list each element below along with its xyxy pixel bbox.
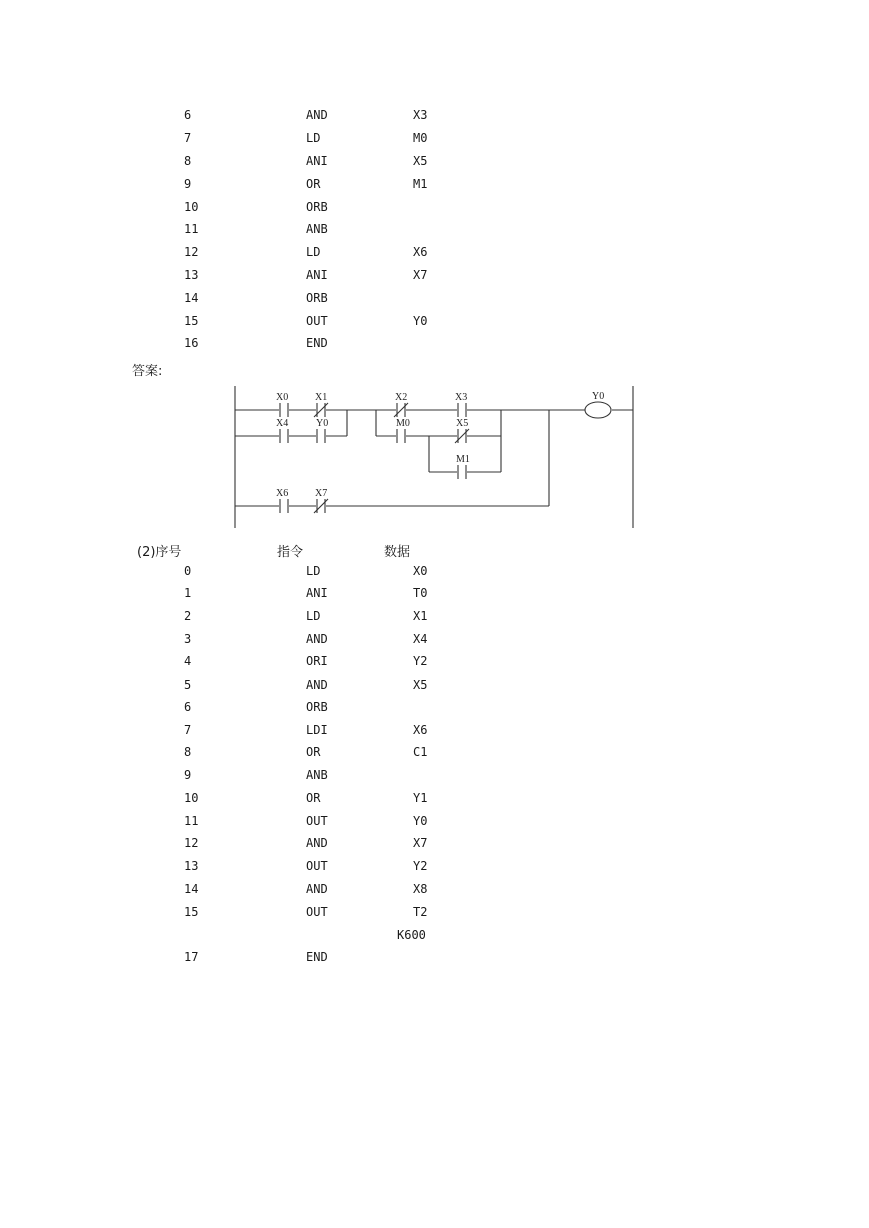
program1-row	[0, 177, 869, 197]
y0-contact-label: Y0	[316, 418, 329, 429]
data-cell: X6	[413, 245, 428, 259]
seq-cell: 6	[184, 700, 192, 714]
seq-cell: 9	[184, 768, 192, 782]
contact-x6	[276, 488, 288, 513]
seq-cell: 10	[184, 200, 199, 214]
seq-cell: 13	[184, 859, 199, 873]
x7-label: X7	[315, 488, 328, 499]
instruction-cell: ORB	[306, 291, 328, 305]
section2-seq-header: (2)序号	[137, 545, 182, 560]
contact-m1	[456, 454, 470, 479]
program2-row	[0, 609, 869, 629]
seq-cell: 17	[184, 950, 199, 964]
seq-cell: 11	[184, 222, 199, 236]
seq-cell: 12	[184, 836, 199, 850]
m1-label: M1	[456, 454, 470, 465]
instruction-cell: OUT	[306, 314, 328, 328]
seq-cell: 13	[184, 268, 199, 282]
program2-row	[0, 836, 869, 856]
ladder-diagram	[0, 380, 869, 540]
section2-ins-header: 指令	[277, 545, 304, 560]
seq-cell: 14	[184, 882, 199, 896]
program1-row	[0, 131, 869, 151]
program2-row	[0, 791, 869, 811]
x2-label: X2	[395, 392, 408, 403]
seq-cell: 7	[184, 131, 192, 145]
seq-cell: 2	[184, 609, 192, 623]
data-cell: Y2	[413, 654, 428, 668]
instruction-cell: LD	[306, 564, 321, 578]
program1-row	[0, 268, 869, 288]
program2-row	[0, 928, 869, 948]
data-cell: Y1	[413, 791, 428, 805]
instruction-cell: ANI	[306, 268, 328, 282]
coil-y0	[585, 391, 611, 418]
instruction-cell: LD	[306, 245, 321, 259]
data-cell: X7	[413, 268, 428, 282]
program2-row	[0, 768, 869, 788]
data-cell: M1	[413, 177, 428, 191]
seq-cell: 7	[184, 723, 192, 737]
instruction-cell: AND	[306, 678, 328, 692]
seq-cell: 9	[184, 177, 192, 191]
seq-cell: 8	[184, 745, 192, 759]
instruction-cell: ANI	[306, 154, 328, 168]
data-cell: K600	[397, 928, 426, 942]
data-cell: X3	[413, 108, 428, 122]
program1-row	[0, 222, 869, 242]
program2-row	[0, 814, 869, 834]
x4-label: X4	[276, 418, 289, 429]
program1-row	[0, 108, 869, 128]
instruction-cell: ANI	[306, 586, 328, 600]
program2-row	[0, 859, 869, 879]
program1-row	[0, 245, 869, 265]
instruction-cell: OR	[306, 177, 321, 191]
seq-cell: 1	[184, 586, 192, 600]
instruction-cell: AND	[306, 632, 328, 646]
data-cell: X7	[413, 836, 428, 850]
data-cell: X5	[413, 678, 428, 692]
section2-dat-header: 数据	[384, 545, 411, 560]
seq-cell: 15	[184, 314, 199, 328]
data-cell: T0	[413, 586, 428, 600]
answer-label: 答案:	[132, 364, 163, 379]
data-cell: M0	[413, 131, 428, 145]
seq-cell: 11	[184, 814, 199, 828]
program2-row	[0, 632, 869, 652]
instruction-cell: OUT	[306, 905, 328, 919]
contact-x0	[276, 392, 288, 417]
data-cell: Y0	[413, 814, 428, 828]
instruction-cell: ORB	[306, 200, 328, 214]
program2-row	[0, 700, 869, 720]
seq-cell: 6	[184, 108, 192, 122]
program1-row	[0, 291, 869, 311]
instruction-cell: AND	[306, 108, 328, 122]
data-cell: X6	[413, 723, 428, 737]
program1-row	[0, 314, 869, 334]
data-cell: Y2	[413, 859, 428, 873]
seq-cell: 16	[184, 336, 199, 350]
program2-row	[0, 882, 869, 902]
contact-x5	[455, 418, 469, 443]
seq-cell: 14	[184, 291, 199, 305]
data-cell: Y0	[413, 314, 428, 328]
data-cell: X1	[413, 609, 428, 623]
program1-row	[0, 200, 869, 220]
x3-label: X3	[455, 392, 468, 403]
data-cell: C1	[413, 745, 428, 759]
contact-x1	[314, 392, 328, 417]
program2-row	[0, 654, 869, 674]
program1-row	[0, 154, 869, 174]
instruction-cell: OR	[306, 745, 321, 759]
contact-x2	[394, 392, 408, 417]
seq-cell: 4	[184, 654, 192, 668]
x0-label: X0	[276, 392, 289, 403]
contact-m0	[396, 418, 410, 443]
m0-label: M0	[396, 418, 410, 429]
program2-row	[0, 564, 869, 584]
contact-x4	[276, 418, 288, 443]
instruction-cell: END	[306, 336, 328, 350]
instruction-cell: ANB	[306, 768, 328, 782]
data-cell: T2	[413, 905, 428, 919]
x1-label: X1	[315, 392, 328, 403]
program2-row	[0, 586, 869, 606]
instruction-cell: ANB	[306, 222, 328, 236]
seq-cell: 8	[184, 154, 192, 168]
seq-cell: 10	[184, 791, 199, 805]
instruction-cell: ORB	[306, 700, 328, 714]
seq-cell: 0	[184, 564, 192, 578]
program2-row	[0, 905, 869, 925]
seq-cell: 15	[184, 905, 199, 919]
y0-coil-label: Y0	[592, 391, 605, 402]
contact-x7	[314, 488, 328, 513]
instruction-cell: ORI	[306, 654, 328, 668]
instruction-cell: LD	[306, 131, 321, 145]
x6-label: X6	[276, 488, 289, 499]
contact-x3	[455, 392, 467, 417]
instruction-cell: OUT	[306, 814, 328, 828]
instruction-cell: END	[306, 950, 328, 964]
seq-cell: 5	[184, 678, 192, 692]
instruction-cell: OUT	[306, 859, 328, 873]
seq-cell: 12	[184, 245, 199, 259]
instruction-cell: AND	[306, 836, 328, 850]
instruction-cell: LDI	[306, 723, 328, 737]
program2-row	[0, 745, 869, 765]
program2-row	[0, 723, 869, 743]
x5-label: X5	[456, 418, 469, 429]
instruction-cell: OR	[306, 791, 321, 805]
program1-row	[0, 336, 869, 356]
data-cell: X4	[413, 632, 428, 646]
data-cell: X0	[413, 564, 428, 578]
program2-row	[0, 950, 869, 970]
contact-y0	[316, 418, 328, 443]
data-cell: X8	[413, 882, 428, 896]
program2-row	[0, 678, 869, 698]
seq-cell: 3	[184, 632, 192, 646]
data-cell: X5	[413, 154, 428, 168]
instruction-cell: AND	[306, 882, 328, 896]
instruction-cell: LD	[306, 609, 321, 623]
